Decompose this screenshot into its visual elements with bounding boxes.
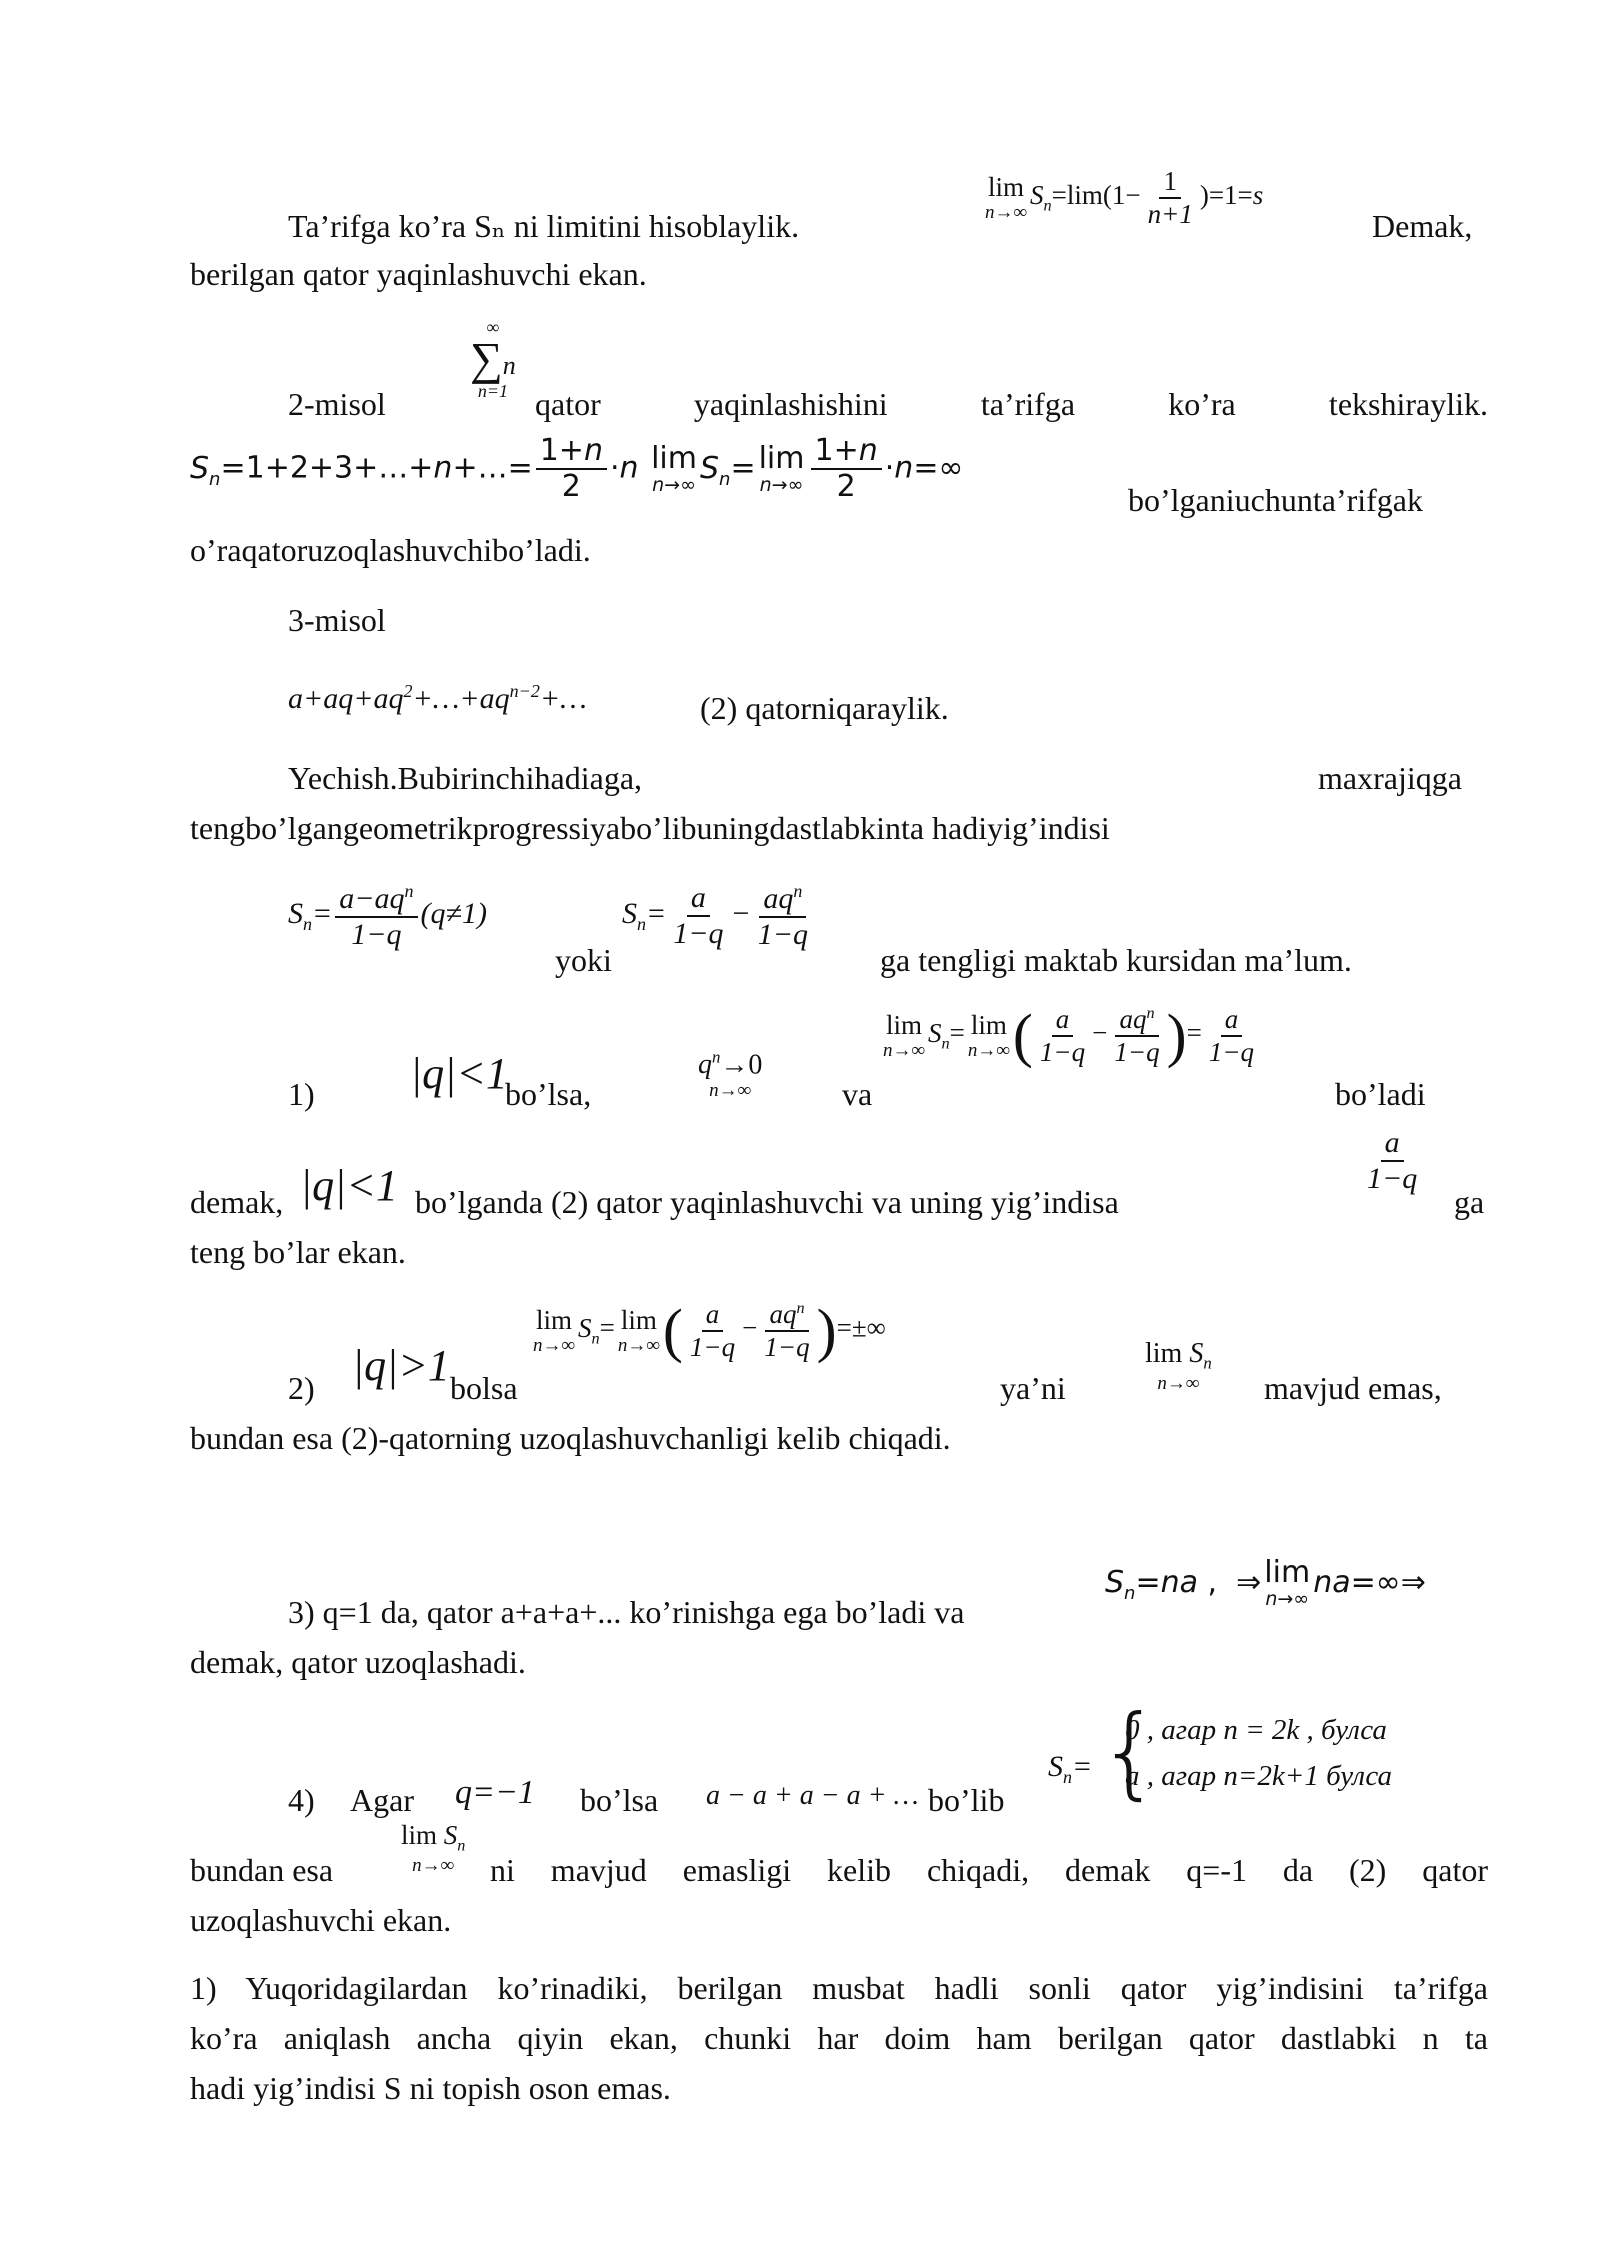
ex3-line-a-left: Yechish.Bubirinchihadiaga,: [288, 760, 643, 796]
ex2-sum-text: qator yaqinlashishini ta’rifga ko’ra tekshiraylik.: [535, 386, 1488, 422]
ex3-yoki: yoki: [555, 942, 612, 978]
ex3-label: 3-misol: [288, 602, 386, 638]
case4-agar: Agar: [350, 1782, 414, 1818]
case3-text: 3) q=1 da, qator a+a+a+... ko’rinishga ega bo’ladi va: [288, 1594, 965, 1630]
case1-bolsa: bo’lsa,: [505, 1076, 592, 1112]
conclusion-line2: ko’ra aniqlash ancha qiyin ekan, chunki har doim ham berilgan qator dastlabki n ta: [190, 2020, 1488, 2056]
p1-limit-formula: lim n→∞ $S_n=\lim(1-$ $\frac{1}{n+1}$ )=1=s: [985, 166, 1264, 229]
case4-sn-label: $S_n=$: [1048, 1750, 1093, 1787]
case3-formula: $S_n=na$ , ⇒ lim n→∞ na=∞⇒: [1105, 1555, 1426, 1610]
case4-line3: uzoqlashuvchi ekan.: [190, 1902, 452, 1938]
case1-demak-line: bo’lganda (2) qator yaqinlashuvchi va uning yig’indisa: [415, 1184, 1119, 1220]
ex3-line-a-right: maxrajiqga: [1318, 760, 1462, 796]
case4-piece1: 0 , агар n = 2k , булса: [1125, 1714, 1387, 1746]
case1-va: va: [842, 1076, 873, 1112]
case4-cond: q=−1: [455, 1774, 535, 1811]
case1-boladi: bo’ladi: [1335, 1076, 1426, 1112]
case4-line2-pre: bundan esa: [190, 1852, 334, 1888]
ex3-series-note: (2) qatorniqaraylik.: [700, 690, 949, 726]
case4-num: 4): [288, 1782, 315, 1818]
ex2-sum-symbol: ∞ ∑n n=1: [470, 317, 516, 401]
case2-lim-sn: $\lim S_n$ n→∞: [1145, 1338, 1212, 1395]
case1-ga: ga: [1454, 1184, 1485, 1220]
conclusion-line1: 1) Yuqoridagilardan ko’rinadiki, berilgan musbat hadli sonli qator yig’indisini ta’rifga: [190, 1970, 1488, 2006]
ex2-after-formula: bo’lganiuchunta’rifgak: [1128, 482, 1423, 518]
ex2-formula: $S_n=1+2+3+\dots+n+\dots=$ $\frac{1+n}{2}$ ·n lim n→∞ $S_n=$ lim n→∞ $\frac{1+n}{2}$ ·n=∞: [190, 433, 964, 504]
case4-bolsa: bo’lsa: [580, 1782, 659, 1818]
case1-cond: |q|<1: [410, 1049, 508, 1098]
case2-mavjud: mavjud emas,: [1264, 1370, 1442, 1406]
ex3-line-b: tengbo’lgangeometrikprogressiyabo’libuningdastlabkinta hadiyig’indisi: [190, 810, 1110, 846]
case4-line2-post: ni mavjud emasligi kelib chiqadi, demak q=-1 da (2) qator: [490, 1852, 1488, 1888]
p1-line2: berilgan qator yaqinlashuvchi ekan.: [190, 256, 647, 292]
case1-qn-to-zero: $q^n\to 0$ n→∞: [698, 1048, 763, 1102]
case1-teng: teng bo’lar ekan.: [190, 1234, 406, 1270]
p1-demak: Demak,: [1372, 208, 1473, 244]
case1-demak: demak,: [190, 1184, 284, 1220]
case4-lim-sn: $\lim S_n$ n→∞: [401, 1820, 466, 1876]
case2-limit-formula: lim n→∞ $S_n=$ lim n→∞ ( $\frac{a}{1-q}$ − $\frac{aq^n}{1-q}$ )=±∞: [533, 1297, 886, 1364]
case2-num: 2): [288, 1370, 315, 1406]
ex3-sum-formula-1: $S_n=$ $\frac{a-aq^n}{1-q}$ (q≠1): [288, 881, 487, 951]
case4-series: a − a + a − a + …: [706, 1780, 919, 1811]
case4-bolib: bo’lib: [928, 1782, 1005, 1818]
case4-piece2: a , агар n=2k+1 булса: [1125, 1760, 1392, 1792]
case4-brace: {: [1098, 1693, 1162, 1810]
case2-bolsa: bolsa: [450, 1370, 518, 1406]
case1-sum-fraction: $\frac{a}{1-q}$: [1367, 1126, 1418, 1195]
conclusion-line3: hadi yig’indisi S ni topish oson emas.: [190, 2070, 671, 2106]
ex2-line3: o’raqatoruzoqlashuvchibo’ladi.: [190, 532, 591, 568]
ex3-after-formulas: ga tengligi maktab kursidan ma’lum.: [880, 942, 1352, 978]
case1-num: 1): [288, 1076, 315, 1112]
case3-line2: demak, qator uzoqlashadi.: [190, 1644, 526, 1680]
ex3-sum-formula-2: $S_n=$ $\frac{a}{1-q}$ − $\frac{aq^n}{1-q}$: [622, 881, 808, 951]
case1-cond-2: |q|<1: [300, 1161, 398, 1210]
case2-line2: bundan esa (2)-qatorning uzoqlashuvchanligi kelib chiqadi.: [190, 1420, 951, 1456]
ex2-label: 2-misol: [288, 386, 386, 422]
p1-line1: Ta’rifga ko’ra Sₙ ni limitini hisoblaylik.: [288, 208, 800, 244]
case2-yani: ya’ni: [1000, 1370, 1066, 1406]
case2-cond: |q|>1: [352, 1341, 450, 1390]
case1-limit-formula: lim n→∞ $S_n=$ lim n→∞ ( $\frac{a}{1-q}$ − $\frac{aq^n}{1-q}$ )= $\frac{a}{1-q}$: [883, 1002, 1255, 1069]
ex3-series: $a+aq+aq^2+\dots+aq^{n-2}+\dots$: [288, 681, 587, 715]
